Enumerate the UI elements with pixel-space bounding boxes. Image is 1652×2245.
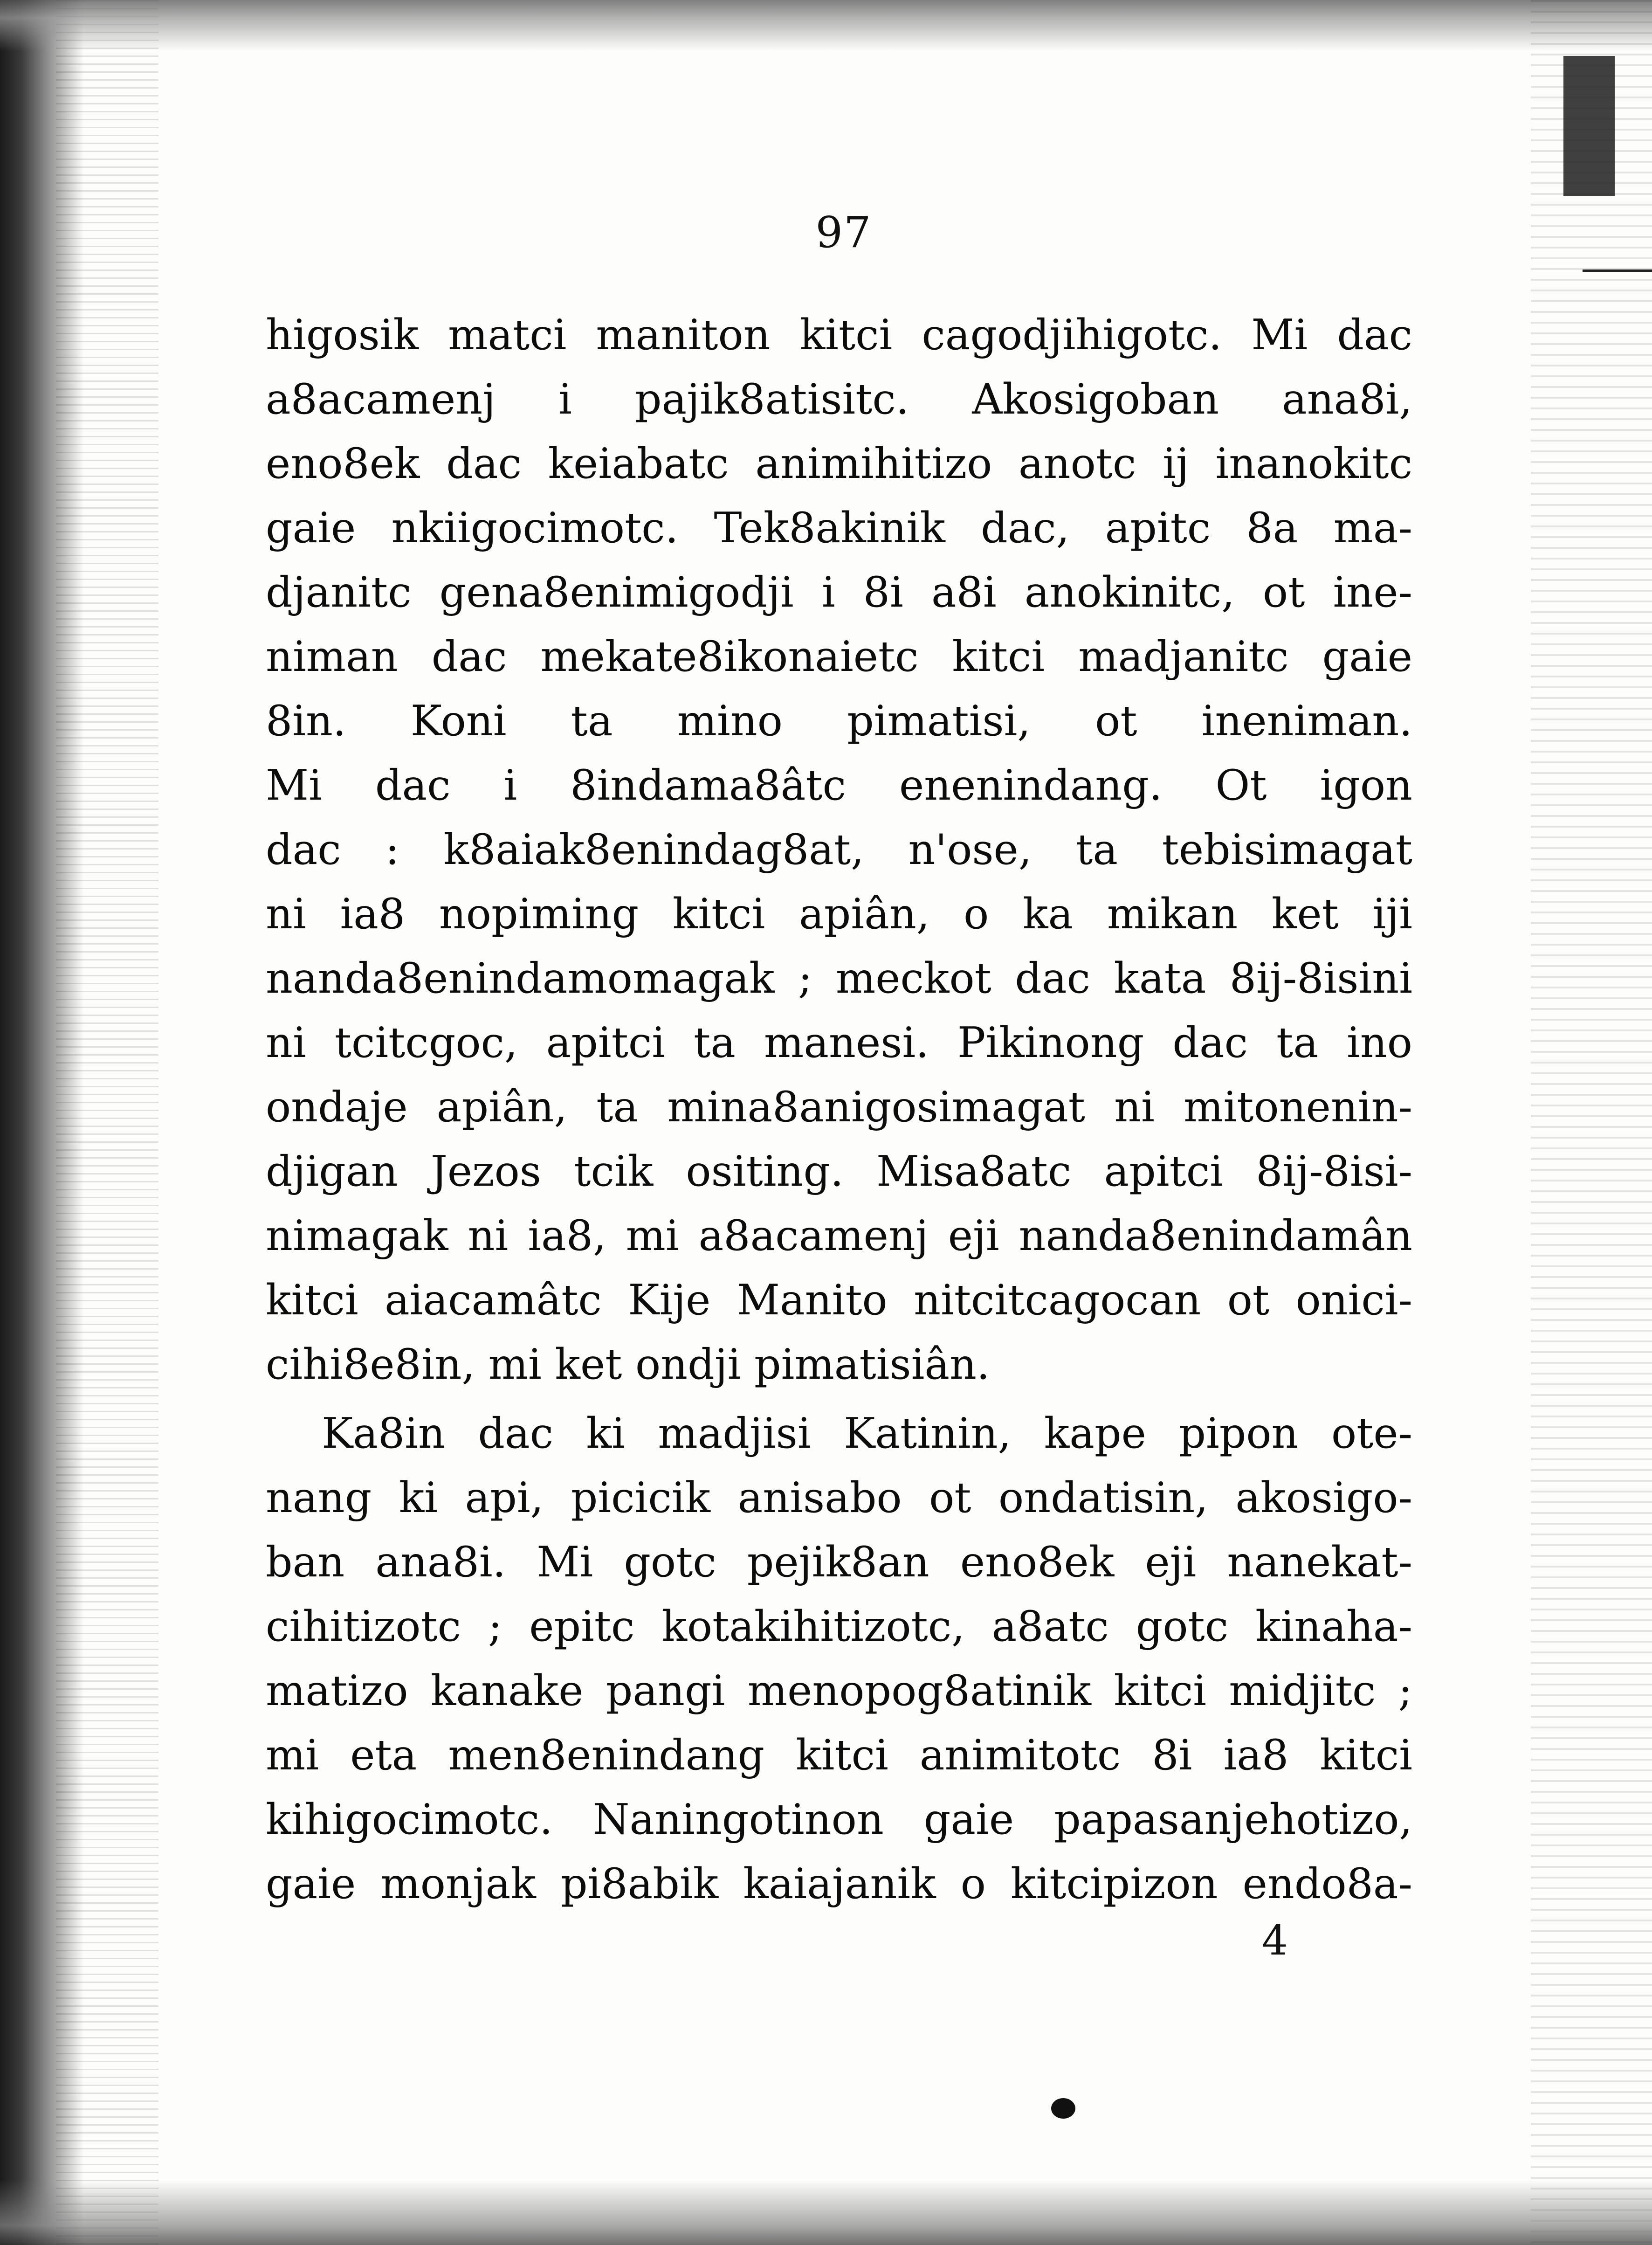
page-number: 97 xyxy=(815,207,872,257)
text-line: dac : k8aiak8enindag8at, n'ose, ta tebisimagat xyxy=(266,825,1412,874)
scan-edge-top xyxy=(0,0,1652,51)
signature-mark: 4 xyxy=(1262,1916,1288,1964)
text-line: cihitizotc ; epitc kotakihitizotc, a8atc gotc kinaha- xyxy=(266,1602,1412,1651)
text-line: Ka8in dac ki madjisi Katinin, kape pipon ote- xyxy=(322,1409,1412,1458)
body-text xyxy=(266,303,1412,1916)
scan-mark-right xyxy=(1563,56,1615,196)
text-line: Mi dac i 8indama8âtc enenindang. Ot igon xyxy=(266,761,1412,810)
text-line: djigan Jezos tcik ositing. Misa8atc apitci 8ij-8isi- xyxy=(266,1147,1412,1196)
text-line: nanda8enindamomagak ; meckot dac kata 8ij-8isini xyxy=(266,954,1412,1003)
text-line: a8acamenj i pajik8atisitc. Akosigoban ana8i, xyxy=(266,375,1412,424)
margin-rule xyxy=(1583,269,1652,272)
text-line: nimagak ni ia8, mi a8acamenj eji nanda8enindamân xyxy=(266,1211,1412,1260)
paragraph-gap xyxy=(266,1397,1412,1402)
text-line: 8in. Koni ta mino pimatisi, ot ineniman. xyxy=(266,697,1412,746)
text-line: mi eta men8enindang kitci animitotc 8i ia8 kitci xyxy=(266,1731,1412,1780)
text-line: djanitc gena8enimigodji i 8i a8i anokinitc, ot ine- xyxy=(266,568,1412,617)
text-line: kitci aiacamâtc Kije Manito nitcitcagocan ot onici- xyxy=(266,1276,1412,1325)
ink-blot xyxy=(1051,2098,1075,2119)
text-line: matizo kanake pangi menopog8atinik kitci midjitc ; xyxy=(266,1666,1412,1715)
text-line: nang ki api, picicik anisabo ot ondatisin, akosigo- xyxy=(266,1473,1412,1522)
scan-edge-right xyxy=(1531,0,1652,2245)
text-line: gaie monjak pi8abik kaiajanik o kitcipizon endo8a- xyxy=(266,1859,1412,1908)
text-line: kihigocimotc. Naningotinon gaie papasanjehotizo, xyxy=(266,1795,1412,1844)
scan-speckle-left xyxy=(56,0,158,2245)
text-line: ni ia8 nopiming kitci apiân, o ka mikan ket iji xyxy=(266,890,1412,939)
text-line: ni tcitcgoc, apitci ta manesi. Pikinong dac ta ino xyxy=(266,1018,1412,1067)
scan-edge-bottom xyxy=(0,2180,1652,2245)
text-line: gaie nkiigocimotc. Tek8akinik dac, apitc 8a ma- xyxy=(266,504,1412,553)
text-line: ondaje apiân, ta mina8anigosimagat ni mitonenin- xyxy=(266,1083,1412,1132)
text-line: cihi8e8in, mi ket ondji pimatisiân. xyxy=(266,1340,990,1389)
text-line: ban ana8i. Mi gotc pejik8an eno8ek eji nanekat- xyxy=(266,1538,1412,1587)
text-line: niman dac mekate8ikonaietc kitci madjanitc gaie xyxy=(266,632,1412,681)
text-line: higosik matci maniton kitci cagodjihigotc. Mi dac xyxy=(266,311,1412,359)
text-line: eno8ek dac keiabatc animihitizo anotc ij inanokitc xyxy=(266,439,1412,488)
